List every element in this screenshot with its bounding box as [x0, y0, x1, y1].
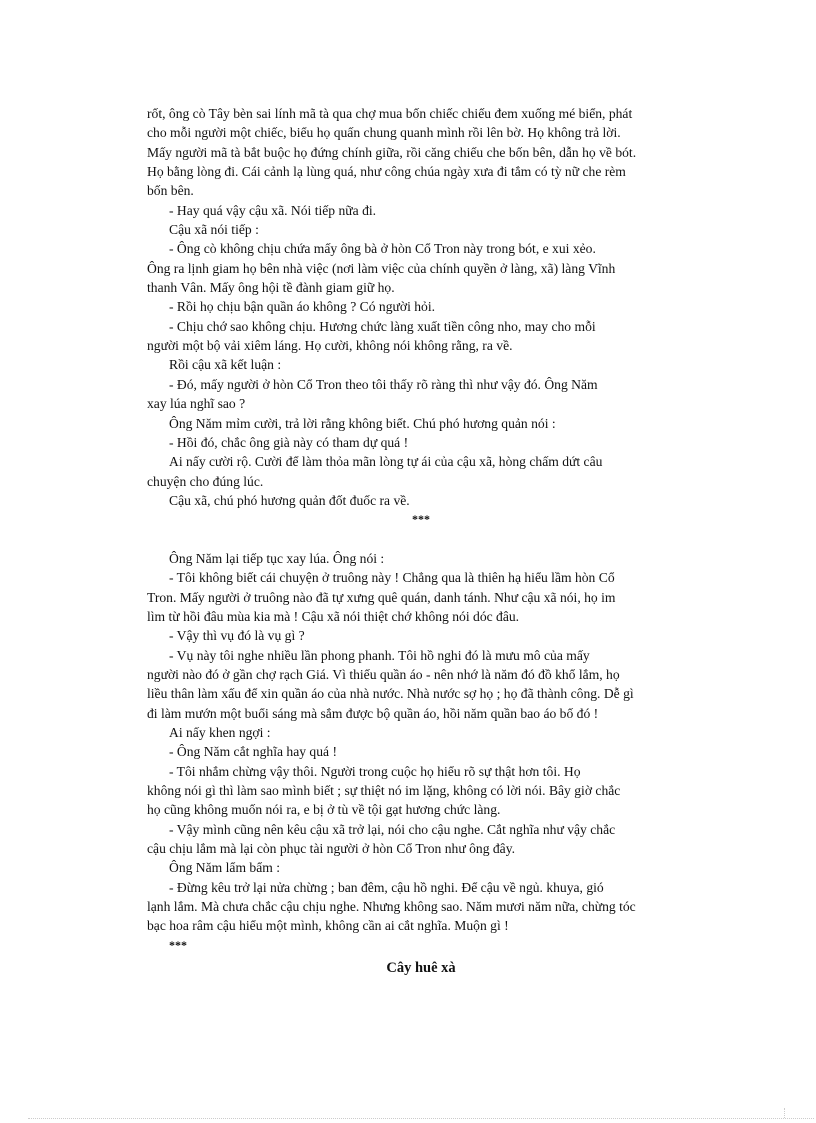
text-line: liều thân làm xấu để xin quần áo của nhà nước. Nhà nước sợ họ ; họ đã thành công. Dễ gì — [147, 686, 634, 702]
text-line: bạc hoa râm cậu hiểu một mình, không cần ai cắt nghĩa. Muộn gì ! — [147, 918, 509, 934]
text-line: - Hay quá vậy cậu xã. Nói tiếp nữa đi. — [169, 202, 377, 218]
blank-line — [147, 530, 695, 549]
text-line: Ông Năm lại tiếp tục xay lúa. Ông nói : — [169, 550, 385, 566]
text-line: rốt, ông cò Tây bèn sai lính mã tà qua chợ mua bốn chiếc chiếu đem xuống mé biển, phát — [147, 106, 633, 121]
text-line: thanh Vân. Mấy ông hội tề đành giam giữ họ. — [147, 280, 395, 296]
text-line: Mấy người mã tà bắt buộc họ đứng chính giữa, rồi căng chiếu che bốn bên, dẫn họ về bót. — [147, 144, 637, 160]
text-line: - Chịu chớ sao không chịu. Hương chức làng xuất tiền công nho, may cho mỗi — [169, 318, 596, 334]
text-line: Tron. Mấy người ở truông nào đã tự xưng quê quán, danh tánh. Như cậu xã nói, họ im — [147, 589, 616, 605]
text-line: Ai nấy khen ngợi : — [169, 725, 271, 740]
text-line: không nói gì thì làm sao mình biết ; sự thiệt nó im lặng, không có lời nói. Bây giờ chắc — [147, 783, 621, 799]
text-line: lạnh lắm. Mà chưa chắc cậu chịu nghe. Nhưng không sao. Năm mươi năm nữa, chừng tóc — [147, 899, 636, 915]
section-separator: *** — [412, 512, 430, 527]
text-line: - Đó, mấy người ở hòn Cổ Tron theo tôi thấy rõ ràng thì như vậy đó. Ông Năm — [169, 376, 598, 392]
text-line: Họ bằng lòng đi. Cái cảnh lạ lùng quá, như công chúa ngày xưa đi tắm có tỳ nữ che rèm — [147, 164, 626, 180]
text-line: người một bộ vải xiêm láng. Họ cười, không nói không rằng, ra về. — [147, 338, 513, 354]
chapter-title: Cây huê xà — [386, 960, 456, 977]
text-line: - Tôi nhắm chừng vậy thôi. Người trong cuộc họ hiểu rõ sự thật hơn tôi. Họ — [169, 763, 581, 779]
text-line: lìm từ hồi đâu mùa kia mà ! Cậu xã nói thiệt chớ không nói dóc đâu. — [147, 608, 520, 624]
text-line: bốn bên. — [147, 183, 194, 199]
text-line: chuyện cho đúng lúc. — [147, 473, 264, 489]
text-line: Ông ra lịnh giam họ bên nhà việc (nơi làm việc của chính quyền ở làng, xã) làng Vĩnh — [147, 260, 616, 276]
text-line: Ông Năm mỉm cười, trả lời rằng không biết. Chú phó hương quản nói : — [169, 415, 556, 431]
text-line: đi làm mướn một buổi sáng mà sắm được bộ quần áo, hồi năm quần bao áo bố đó ! — [147, 705, 599, 721]
page-corner-mark — [784, 1108, 785, 1118]
text-line: họ cũng không muốn nói ra, e bị ở tù về tội gạt hương chức làng. — [147, 802, 501, 818]
text-line: xay lúa nghĩ sao ? — [147, 396, 246, 412]
text-line: - Vậy thì vụ đó là vụ gì ? — [169, 628, 305, 644]
text-line: Ông Năm lẩm bẩm : — [169, 860, 280, 876]
text-line: - Đừng kêu trở lại nửa chừng ; ban đêm, cậu hồ nghi. Để cậu về ngủ. khuya, gió — [169, 879, 604, 895]
text-line: - Tôi không biết cái chuyện ở truông này ! Chẳng qua là thiên hạ hiểu lầm hòn Cổ — [169, 570, 615, 586]
page-bottom-rule — [28, 1118, 814, 1119]
text-line: người nào đó ở gần chợ rạch Giá. Vì thiếu quần áo - nên nhớ là năm đó đồ khổ lắm, họ — [147, 666, 620, 682]
text-line: cho mỗi người một chiếc, biểu họ quấn chung quanh mình rồi lên bờ. Họ không trả lời. — [147, 125, 621, 141]
text-line: - Vụ này tôi nghe nhiều lần phong phanh. Tôi hồ nghi đó là mưu mô của mấy — [169, 647, 590, 663]
text-line: - Ông Năm cắt nghĩa hay quá ! — [169, 744, 337, 760]
document-body — [147, 104, 695, 978]
passage-part-2 — [147, 549, 695, 936]
section-separator: *** — [169, 937, 187, 952]
text-line: Cậu xã, chú phó hương quản đốt đuốc ra về. — [169, 492, 410, 508]
text-line: Rồi cậu xã kết luận : — [169, 357, 282, 373]
text-line: Cậu xã nói tiếp : — [169, 222, 259, 238]
passage-part-1 — [147, 104, 695, 510]
text-line: cậu chịu lắm mà lại còn phục tài người ở hòn Cổ Tron như ông đây. — [147, 841, 516, 857]
text-line: - Hồi đó, chắc ông già này có tham dự quá ! — [169, 434, 409, 450]
text-line: Ai nấy cười rộ. Cười để làm thỏa mãn lòng tự ái của cậu xã, hòng chấm dứt câu — [169, 454, 603, 470]
text-line: - Rồi họ chịu bận quần áo không ? Có người hỏi. — [169, 299, 436, 315]
text-line: - Ông cò không chịu chứa mấy ông bà ở hòn Cổ Tron này trong bót, e xui xẻo. — [169, 241, 596, 257]
text-line: - Vậy mình cũng nên kêu cậu xã trở lại, nói cho cậu nghe. Cắt nghĩa như vậy chắc — [169, 821, 616, 837]
